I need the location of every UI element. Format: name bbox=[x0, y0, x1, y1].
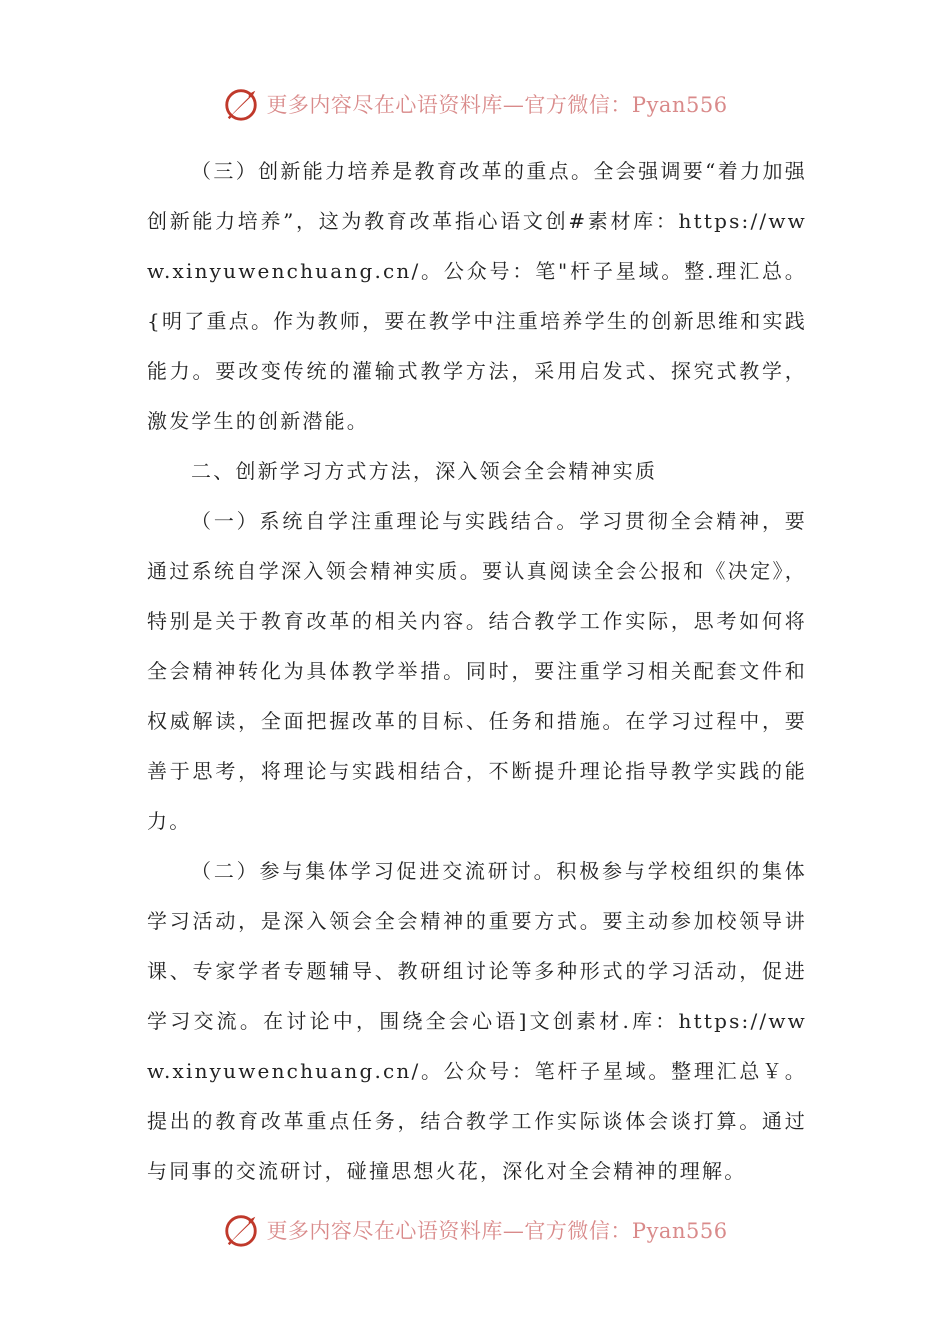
footer-banner-text: 更多内容尽在心语资料库—官方微信：Pyan556 bbox=[266, 1219, 728, 1243]
header-banner-text: 更多内容尽在心语资料库—官方微信：Pyan556 bbox=[266, 93, 728, 117]
quill-logo-icon bbox=[222, 85, 260, 123]
document-body bbox=[147, 146, 807, 1196]
paragraph-self-study: （一）系统自学注重理论与实践结合。学习贯彻全会精神，要通过系统自学深入领会精神实质。要认真阅读全会公报和《决定》，特别是关于教育改革的相关内容。结合教学工作实际，思考如何将全会精神转化为具体教学举措。同时，要注重学习相关配套文件和权威解读，全面把握改革的目标、任务和措施。在学习过程中，要善于思考，将理论与实践相结合，不断提升理论指导教学实践的能力。 bbox=[147, 509, 807, 833]
footer-banner bbox=[0, 1208, 950, 1252]
paragraph-group-study: （二）参与集体学习促进交流研讨。积极参与学校组织的集体学习活动，是深入领会全会精神的重要方式。要主动参加校领导讲课、专家学者专题辅导、教研组讨论等多种形式的学习活动，促进学习交流。在讨论中，围绕全会心语]文创素材.库：https://www.xinyuwenchuang.cn/。公众号：笔杆子星域。整理汇总￥。提出的教育改革重点任务，结合教学工作实际谈体会谈打算。通过与同事的交流研讨，碰撞思想火花，深化对全会精神的理解。 bbox=[147, 859, 807, 1183]
paragraph-innovation-ability: （三）创新能力培养是教育改革的重点。全会强调要“着力加强创新能力培养”，这为教育改革指心语文创#素材库：https://www.xinyuwenchuang.cn/。公众号：笔"杆子星域。整.理汇总。{明了重点。作为教师，要在教学中注重培养学生的创新思维和实践能力。要改变传统的灌输式教学方法，采用启发式、探究式教学，激发学生的创新潜能。 bbox=[147, 159, 807, 433]
quill-logo-icon bbox=[222, 1211, 260, 1249]
section-heading-2: 二、创新学习方式方法，深入领会全会精神实质 bbox=[191, 459, 658, 483]
header-banner bbox=[0, 82, 950, 126]
